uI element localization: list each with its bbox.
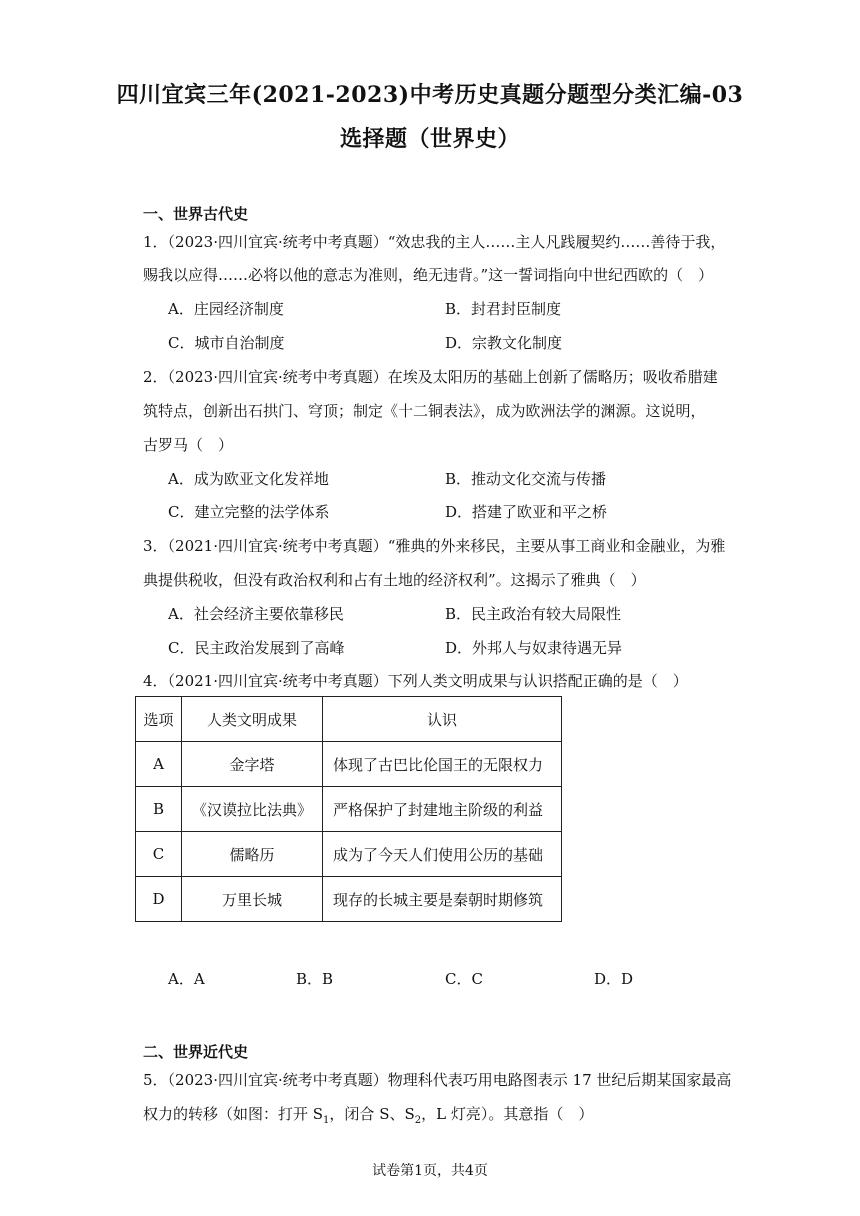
q1-stem-line1: 1．（2023·四川宜宾·统考中考真题）“效忠我的主人……主人凡践履契约……善待于我，: [143, 233, 726, 251]
table-header-cell: 人类文明成果: [182, 697, 323, 742]
q2-option-b: B．推动文化交流与传播: [445, 470, 607, 488]
q2-option-c: C．建立完整的法学体系: [168, 503, 330, 521]
q3-stem-line2: 典提供税收，但没有政治权利和占有土地的经济权利”。这揭示了雅典（ ）: [143, 571, 646, 589]
q5-text-part: ，L 灯亮）。其意指（ ）: [421, 1105, 594, 1123]
q5-subscript: 2: [414, 1115, 422, 1126]
q5-stem-line2: [143, 1103, 593, 1126]
table-cell: 万里长城: [182, 877, 323, 922]
table-cell: 《汉谟拉比法典》: [182, 787, 323, 832]
table-cell: 现存的长城主要是秦朝时期修筑: [323, 877, 562, 922]
table-row: [136, 832, 562, 877]
q5-text-part: 权力的转移（如图：打开 S: [143, 1105, 324, 1123]
q4-table: [135, 696, 562, 922]
q4-option-a: A．A: [168, 970, 205, 988]
q3-option-a: A．社会经济主要依靠移民: [168, 605, 344, 623]
table-header-cell: 选项: [136, 697, 182, 742]
table-header-cell: 认识: [323, 697, 562, 742]
q2-option-a: A．成为欧亚文化发祥地: [168, 470, 329, 488]
q4-option-b: B．B: [296, 970, 334, 988]
table-row: [136, 787, 562, 832]
document-title-line1: 四川宜宾三年(2021-2023)中考历史真题分题型分类汇编-03: [116, 82, 744, 108]
table-cell: B: [136, 787, 182, 832]
table-cell: A: [136, 742, 182, 787]
table-cell: 成为了今天人们使用公历的基础: [323, 832, 562, 877]
q1-option-d: D．宗教文化制度: [445, 334, 563, 352]
q5-stem-line1: 5．（2023·四川宜宾·统考中考真题）物理科代表巧用电路图表示 17 世纪后期某国家最高: [143, 1071, 732, 1089]
q3-option-d: D．外邦人与奴隶待遇无异: [445, 639, 623, 657]
q2-stem-line2: 筑特点，创新出石拱门、穹顶；制定《十二铜表法》，成为欧洲法学的渊源。这说明，: [143, 402, 706, 420]
table-row: [136, 877, 562, 922]
section-heading-ancient: 一、世界古代史: [143, 205, 249, 223]
document-title-line2: 选择题（世界史）: [339, 126, 520, 152]
section-heading-modern: 二、世界近代史: [143, 1043, 249, 1061]
table-cell: 严格保护了封建地主阶级的利益: [323, 787, 562, 832]
q1-stem-line2: 赐我以应得……必将以他的意志为准则，绝无违背。”这一誓词指向中世纪西欧的（ ）: [143, 266, 714, 284]
q2-stem-line3: 古罗马（ ）: [143, 436, 234, 454]
page-footer: 试卷第1页，共4页: [372, 1163, 488, 1179]
table-cell: D: [136, 877, 182, 922]
q4-option-c: C．C: [445, 970, 483, 988]
q5-text-part: ，闭合 S、S: [329, 1105, 415, 1123]
q3-stem-line1: 3．（2021·四川宜宾·统考中考真题）“雅典的外来移民，主要从事工商业和金融业，为雅: [143, 537, 726, 555]
table-cell: C: [136, 832, 182, 877]
q5-subscript: 1: [323, 1115, 330, 1126]
q4-stem-line1: 4．（2021·四川宜宾·统考中考真题）下列人类文明成果与认识搭配正确的是（ ）: [143, 672, 688, 690]
q3-option-c: C．民主政治发展到了高峰: [168, 639, 345, 657]
table-cell: 体现了古巴比伦国王的无限权力: [323, 742, 562, 787]
q1-option-b: B．封君封臣制度: [445, 300, 562, 318]
q4-option-d: D．D: [594, 970, 634, 988]
q3-option-b: B．民主政治有较大局限性: [445, 605, 622, 623]
table-row: [136, 742, 562, 787]
table-cell: 金字塔: [182, 742, 323, 787]
q2-stem-line1: 2．（2023·四川宜宾·统考中考真题）在埃及太阳历的基础上创新了儒略历；吸收希腊建: [143, 368, 718, 386]
q1-option-a: A．庄园经济制度: [168, 300, 284, 318]
q2-option-d: D．搭建了欧亚和平之桥: [445, 503, 608, 521]
table-cell: 儒略历: [182, 832, 323, 877]
q1-option-c: C．城市自治制度: [168, 334, 285, 352]
table-header-row: [136, 697, 562, 742]
